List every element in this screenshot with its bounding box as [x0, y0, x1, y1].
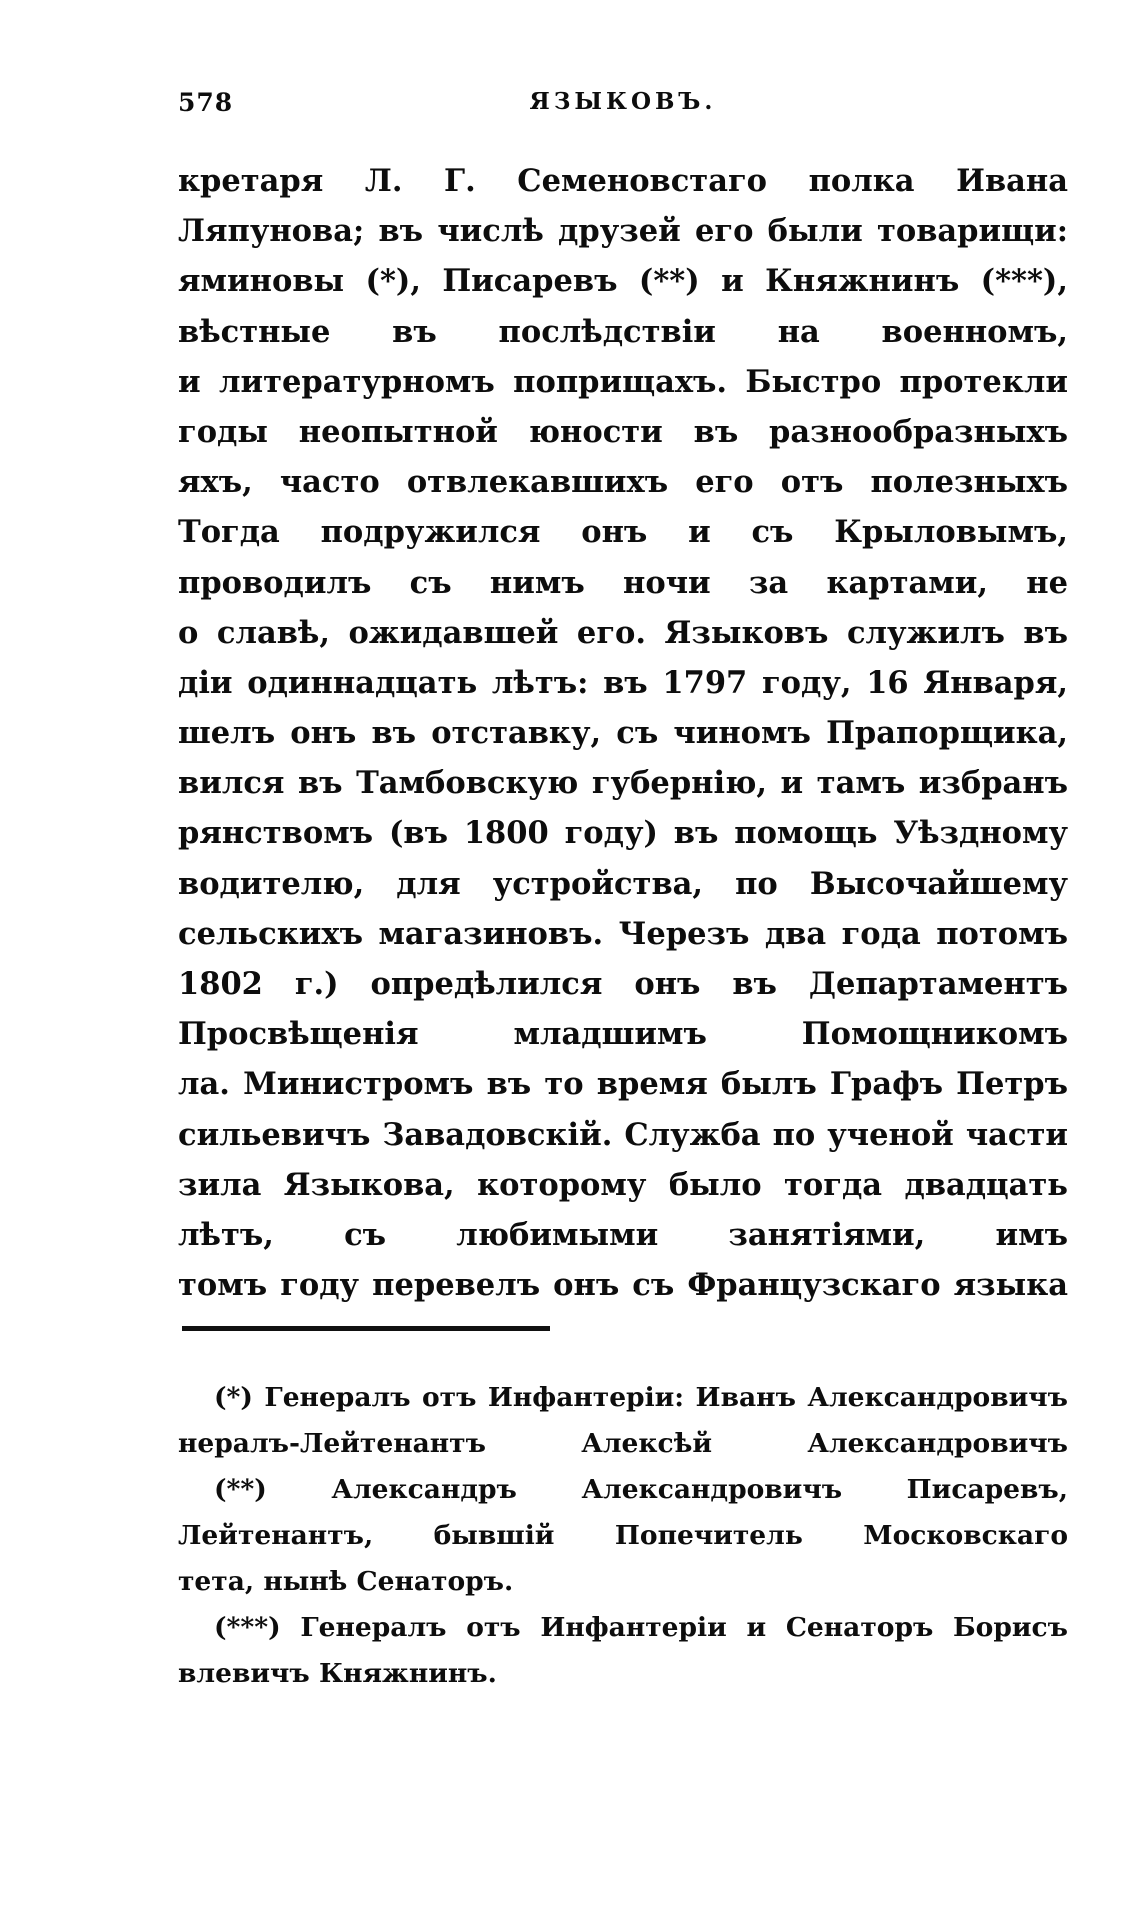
text-line: проводилъ съ нимъ ночи за картами, не	[178, 564, 1068, 601]
text-line: вился въ Тамбовскую губернію, и тамъ избранъ	[178, 765, 1068, 802]
text-line: кретаря Л. Г. Семеновстаго полка Ивана	[178, 163, 1068, 199]
footnote-line: тета, нынѣ Сенаторъ.	[178, 1566, 514, 1597]
text-line: зила Языкова, которому было тогда двадцать	[178, 1166, 1068, 1203]
footnote-line: (***) Генералъ отъ Инфантеріи и Сенаторъ Борисъ	[214, 1612, 1068, 1643]
text-line: годы неопытной юности въ разнообразныхъ	[178, 413, 1068, 450]
text-line: ла. Министромъ въ то время былъ Графъ Петръ	[178, 1066, 1068, 1103]
footnote-line: (*) Генералъ отъ Инфантеріи: Иванъ Александровичъ	[214, 1382, 1068, 1413]
text-line: шелъ онъ въ отставку, съ чиномъ Прапорщика,	[178, 715, 1068, 752]
text-line: яминовы (*), Писаревъ (**) и Княжнинъ (***),	[178, 263, 1068, 300]
text-line: вѣстные въ послѣдствіи на военномъ,	[178, 313, 1068, 350]
footnote-line: нералъ-Лейтенантъ Алексѣй Александровичъ	[178, 1428, 1068, 1459]
text-line: Тогда подружился онъ и съ Крыловымъ,	[178, 514, 1068, 551]
text-line: яхъ, часто отвлекавшихъ его отъ полезныхъ	[178, 464, 1068, 501]
footnotes	[178, 1375, 1068, 1697]
text-line: и литературномъ поприщахъ. Быстро протекли	[178, 363, 1068, 400]
footnote	[178, 1375, 1068, 1467]
text-line: діи одиннадцать лѣтъ: въ 1797 году, 16 Января,	[178, 664, 1068, 701]
text-line: Просвѣщенія младшимъ Помощникомъ	[178, 1016, 1068, 1053]
text-line: сельскихъ магазиновъ. Черезъ два года потомъ	[178, 915, 1068, 952]
text-line: Ляпунова; въ числѣ друзей его были товарищи:	[178, 213, 1068, 250]
text-line: сильевичъ Завадовскій. Служба по ученой части	[178, 1116, 1068, 1153]
text-line: рянствомъ (въ 1800 году) въ помощь Уѣздному	[178, 815, 1068, 852]
running-head: ЯЗЫКОВЪ.	[529, 88, 717, 115]
text-line: томъ году перевелъ онъ съ Французскаго языка	[178, 1267, 1068, 1304]
main-text	[178, 156, 1068, 1310]
footnote-line: влевичъ Княжнинъ.	[178, 1658, 497, 1689]
text-line: лѣтъ, съ любимыми занятіями, имъ	[178, 1216, 1068, 1253]
text-line: о славѣ, ожидавшей его. Языковъ служилъ въ	[178, 614, 1068, 651]
footnote-line: Лейтенантъ, бывшій Попечитель Московскаго	[178, 1520, 1068, 1551]
footnote	[178, 1605, 1068, 1697]
page-header	[178, 88, 1068, 128]
page-number: 578	[178, 88, 234, 117]
footnote-line: (**) Александръ Александровичъ Писаревъ,	[214, 1474, 1068, 1505]
footnote-separator-rule	[182, 1326, 550, 1331]
text-line: водителю, для устройства, по Высочайшему	[178, 865, 1068, 902]
footnote	[178, 1467, 1068, 1605]
text-line: 1802 г.) опредѣлился онъ въ Департаментъ	[178, 966, 1068, 1002]
